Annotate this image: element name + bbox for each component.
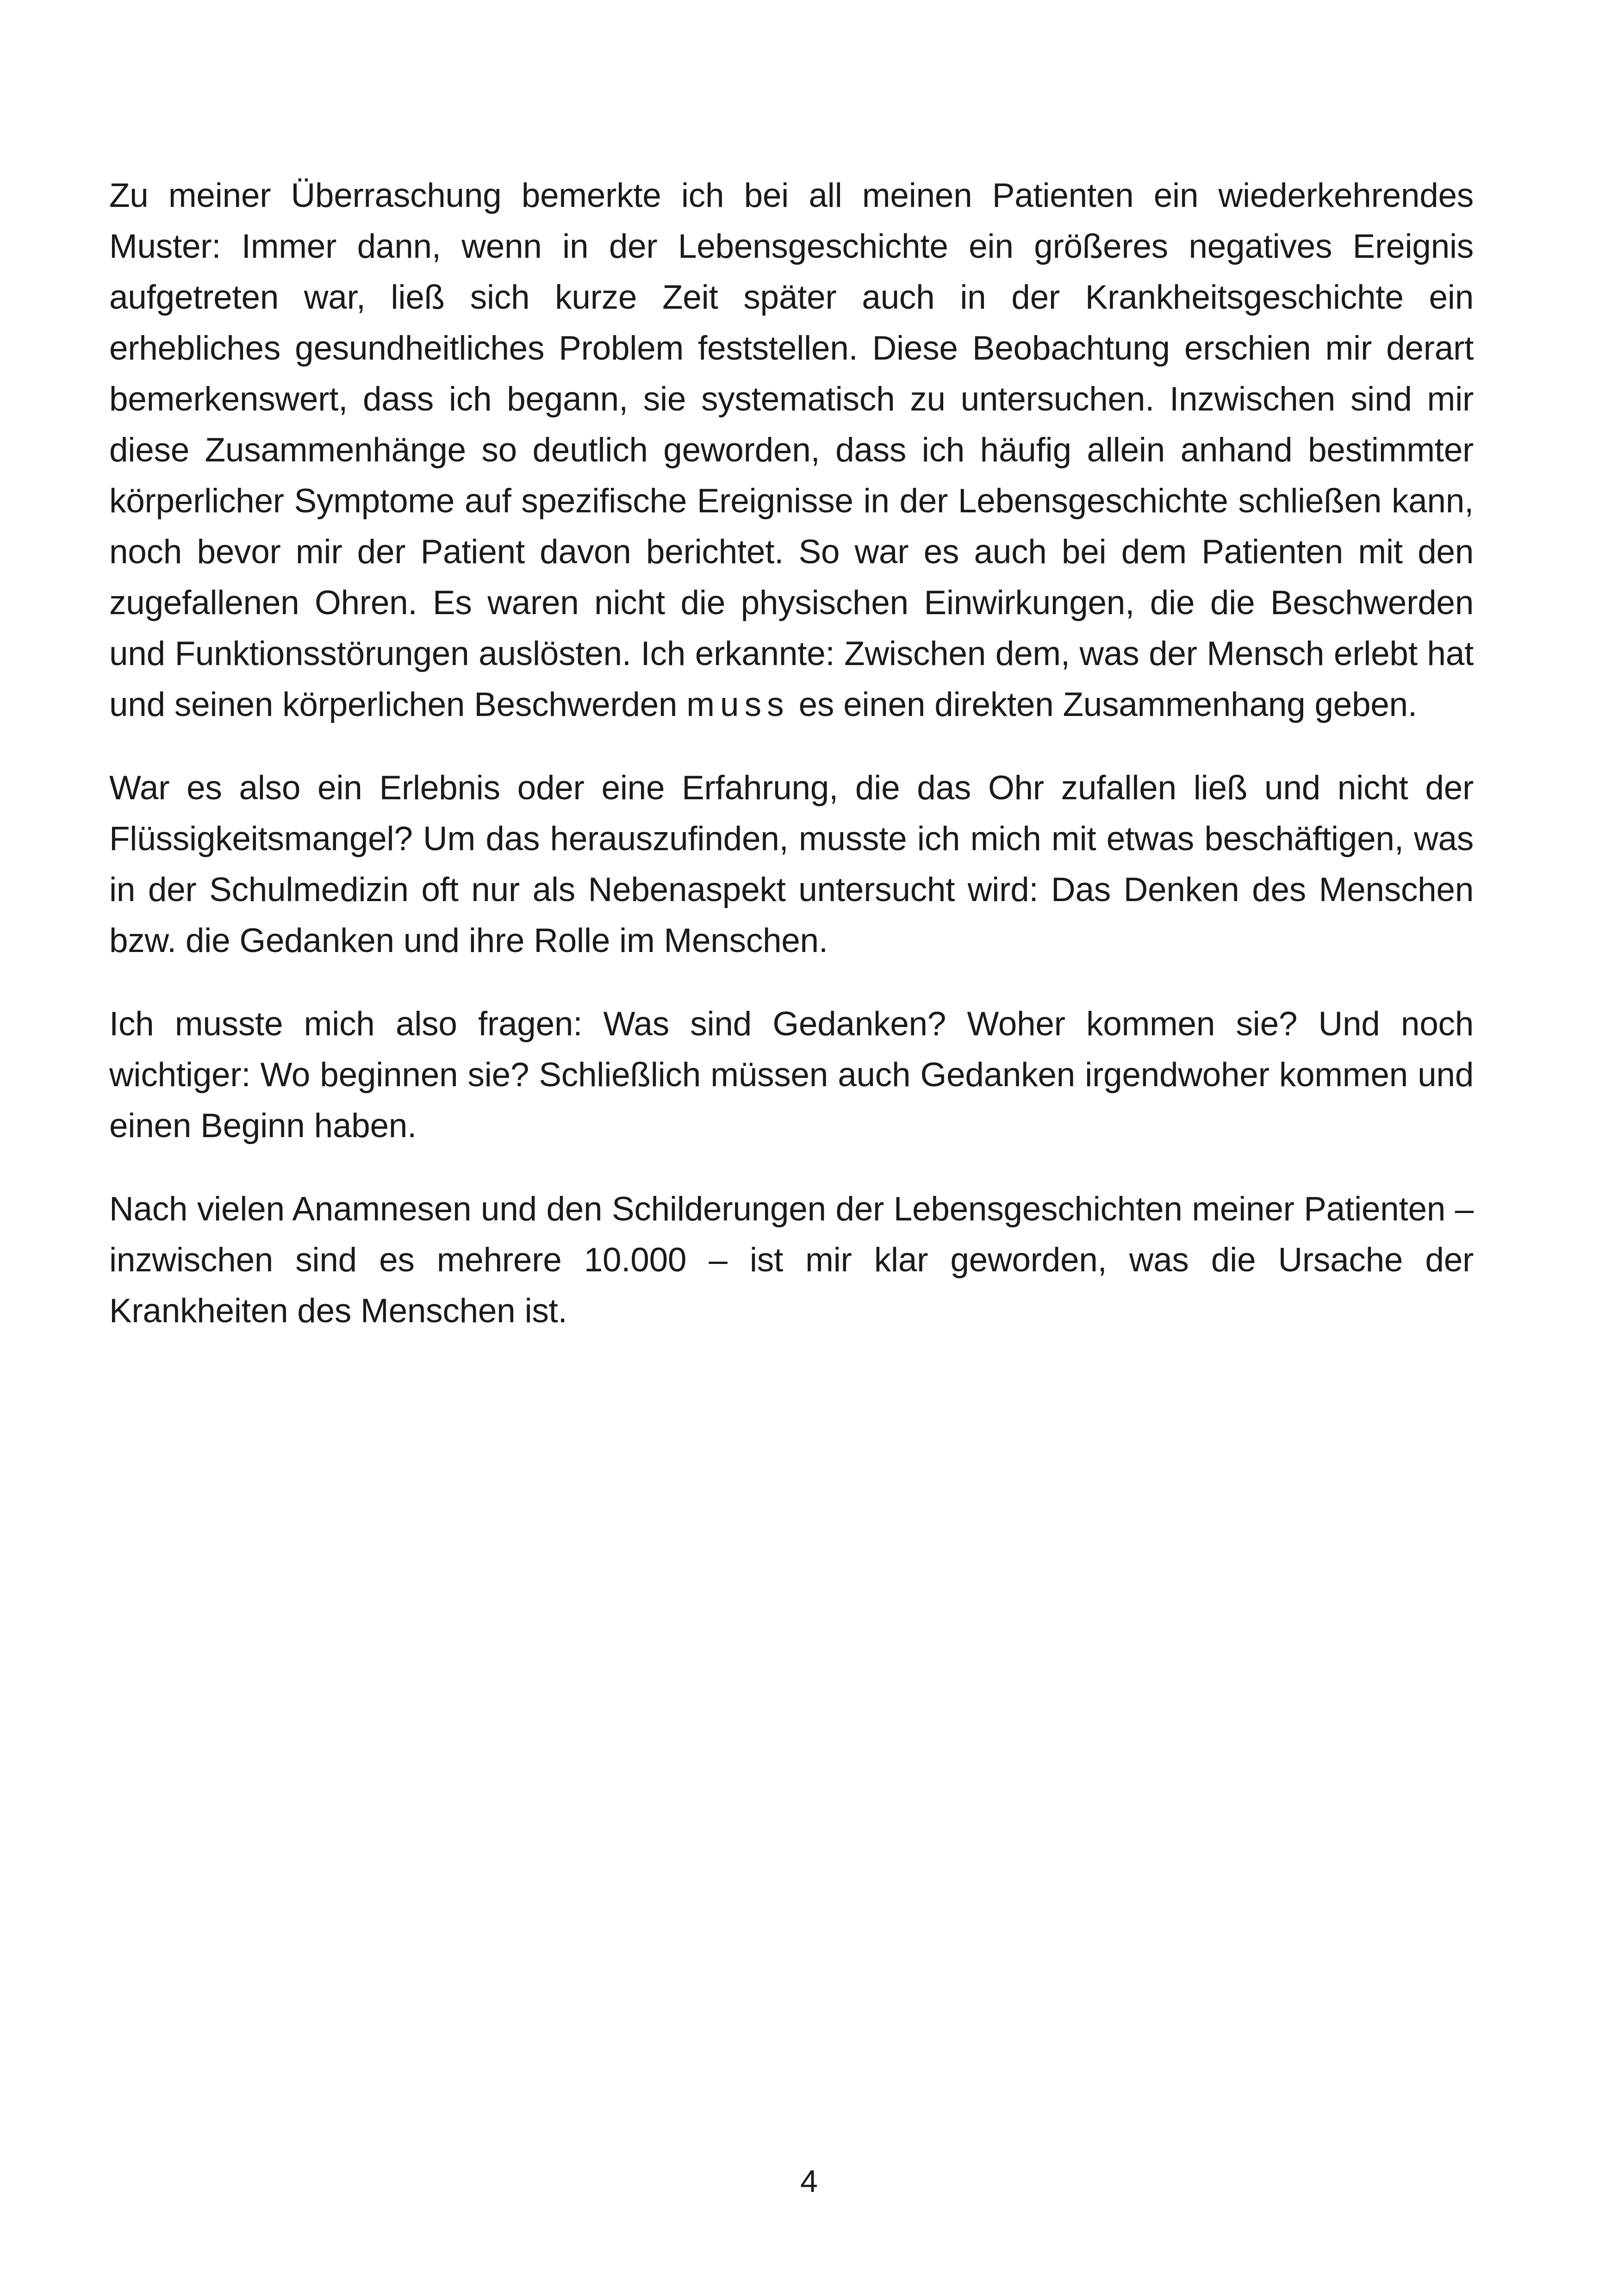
- paragraph-1: [109, 170, 1474, 730]
- paragraph-3: Ich musste mich also fragen: Was sind Gedanken? Woher kommen sie? Und noch wichtiger: Wo beginnen sie? Schließlich müssen auch Gedanken irgendwoher kommen und einen Beginn haben.: [109, 1005, 1474, 1145]
- paragraph-1-ending: es einen direkten Zusammenhang geben.: [789, 686, 1417, 723]
- body-text: [109, 170, 1474, 1369]
- paragraph-1-text: Zu meiner Überraschung bemerkte ich bei all meinen Patienten ein wiederkehrendes Muster: Immer dann, wenn in der Lebensgeschichte ein größeres negatives Ereignis aufgetreten war, ließ sich kurze Zeit später auch in der Krankheitsgeschichte ein erhebliches gesundheitliches Problem feststellen. Diese Beobachtung erschien mir derart bemerkenswert, dass ich begann, sie systematisch zu untersuchen. Inzwischen sind mir diese Zusammenhänge so deutlich geworden, dass ich häufig allein anhand bestimmter körperlicher Symptome auf spezifische Ereignisse in der Lebensgeschichte schließen kann, noch bevor mir der Patient davon berichtet. So war es auch bei dem Patienten mit den zugefallenen Ohren. Es waren nicht die physischen Einwirkungen, die die Beschwerden und Funktionsstörungen auslösten. Ich erkannte: Zwischen dem, was der Mensch erlebt hat und seinen körperlichen Beschwerden: [109, 177, 1474, 723]
- emphasis-spaced-word: muss: [686, 686, 790, 723]
- page-number: 4: [800, 2164, 818, 2199]
- paragraph-2: War es also ein Erlebnis oder eine Erfahrung, die das Ohr zufallen ließ und nicht der Flüssigkeitsmangel? Um das herauszufinden, musste ich mich mit etwas beschäftigen, was in der Schulmedizin oft nur als Nebenaspekt untersucht wird: Das Denken des Menschen bzw. die Gedanken und ihre Rolle im Menschen.: [109, 769, 1474, 959]
- paragraph-4: Nach vielen Anamnesen und den Schilderungen der Lebensgeschichten meiner Patienten – inzwischen sind es mehrere 10.000 – ist mir klar geworden, was die Ursache der Krankheiten des Menschen ist.: [109, 1190, 1474, 1330]
